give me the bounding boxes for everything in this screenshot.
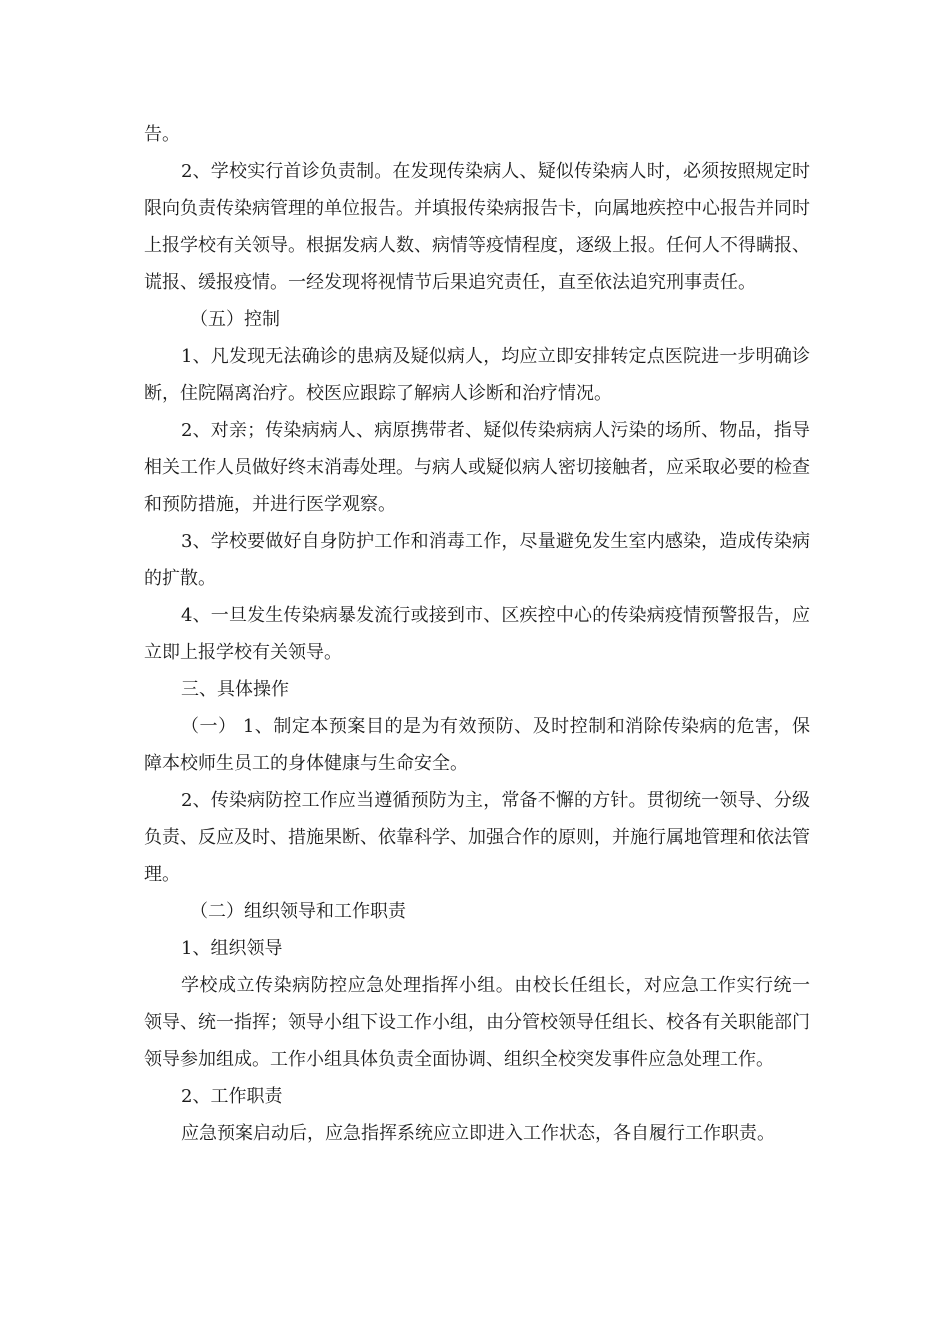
paragraph-duties: 应急预案启动后，应急指挥系统应立即进入工作状态，各自履行工作职责。 [181,1123,775,1144]
paragraph-first-diagnosis: 2、学校实行首诊负责制。在发现传染病人、疑似传染病人时，必须按照规定时限向负责传染病管理的单位报告。并填报传染病报告卡，向属地疾控中心报告并同时上报学校有关领导。根据发病人数、病情等疫情程度，逐级上报。任何人不得瞒报、谎报、缓报疫情。一经发现将视情节后果追究责任，直至依法追究刑事责任。 [144,161,810,293]
paragraph-control-2: 2、对亲；传染病病人、病原携带者、疑似传染病病人污染的场所、物品，指导相关工作人员做好终末消毒处理。与病人或疑似病人密切接触者，应采取必要的检查和预防措施，并进行医学观察。 [144,420,810,515]
subheading-duties: 2、工作职责 [181,1086,283,1107]
paragraph-control-1: 1、凡发现无法确诊的患病及疑似病人，均应立即安排转定点医院进一步明确诊断，住院隔离治疗。校医应跟踪了解病人诊断和治疗情况。 [144,346,810,404]
section-heading-control: （五）控制 [190,309,280,330]
section-heading-operation: 三、具体操作 [181,679,289,700]
paragraph-control-3: 3、学校要做好自身防护工作和消毒工作，尽量避免发生室内感染，造成传染病的扩散。 [144,531,810,589]
paragraph-control-4: 4、一旦发生传染病暴发流行或接到市、区疾控中心的传染病疫情预警报告，应立即上报学校有关领导。 [144,605,810,663]
section-heading-leadership: （二）组织领导和工作职责 [190,901,406,922]
paragraph-organization: 学校成立传染病防控应急处理指挥小组。由校长任组长，对应急工作实行统一领导、统一指挥；领导小组下设工作小组，由分管校领导任组长、校各有关职能部门领导参加组成。工作小组具体负责全面协调、组织全校突发事件应急处理工作。 [144,975,810,1070]
subheading-organization: 1、组织领导 [181,938,283,959]
paragraph-operation-2: 2、传染病防控工作应当遵循预防为主，常备不懈的方针。贯彻统一领导、分级负责、反应及时、措施果断、依靠科学、加强合作的原则，并施行属地管理和依法管理。 [144,790,810,885]
document-body [144,116,810,1152]
paragraph-operation-1: （一） 1、制定本预案目的是为有效预防、及时控制和消除传染病的危害，保障本校师生员工的身体健康与生命安全。 [144,716,810,774]
paragraph-continuation: 告。 [144,124,180,145]
